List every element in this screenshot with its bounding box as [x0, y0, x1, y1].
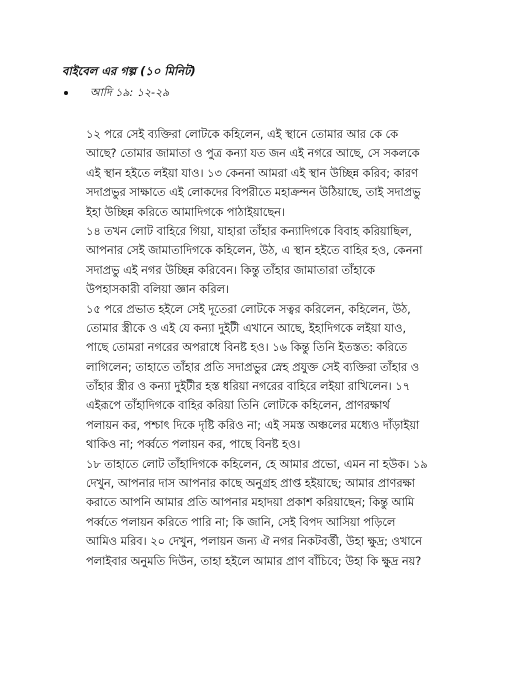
passage-line: থাকিও না; পর্ব্বতে পলায়ন কর, পাছে বিনষ্ট হও। — [86, 438, 301, 452]
passage-line: উপহাসকারী বলিয়া জ্ঞান করিল। — [86, 283, 230, 297]
passage-line: পর্ব্বতে পলায়ন করিতে পারি না; কি জানি, সেই বিপদ আসিয়া পড়িলে — [86, 515, 396, 529]
passage-line: এইরূপে তাঁহাদিগকে বাহির করিয়া তিনি লোটকে কহিলেন, প্রাণরক্ষার্থ — [86, 399, 390, 413]
scripture-reference: আদি ১৯: ১২-২৯ — [90, 86, 170, 99]
passage-line: ১৮ তাহাতে লোট তাঁহাদিগকে কহিলেন, হে আমার প্রভো, এমন না হউক। ১৯ — [86, 457, 428, 471]
passage-line: দেখুন, আপনার দাস আপনার কাছে অনুগ্রহ প্রাপ্ত হইয়াছে; আমার প্রাণরক্ষা — [86, 477, 415, 491]
reference-list-item — [64, 84, 169, 103]
section-heading: বাইবেল এর গল্প (১০ মিনিট) — [62, 64, 196, 78]
passage-line: আমিও মরিব। ২০ দেখুন, পলায়ন জন্য ঐ নগর নিকটবর্ত্তী, উহা ক্ষুদ্র; ওখানে — [86, 535, 422, 549]
passage-line: করাতে আপনি আমার প্রতি আপনার মহাদয়া প্রকাশ করিয়াছেন; কিন্তু আমি — [86, 496, 415, 510]
passage-line: এই স্থান হইতে লইয়া যাও। ১৩ কেননা আমরা এই স্থান উচ্ছিন্ন করিব; কারণ — [86, 166, 418, 180]
passage-line: আছে? তোমার জামাতা ও পুত্র কন্যা যত জন এই নগরে আছে, সে সকলকে — [86, 147, 420, 161]
passage-line: পলায়ন কর, পশ্চাৎ দিকে দৃষ্টি করিও না; এই সমস্ত অঞ্চলের মধ্যেও দাঁড়াইয়া — [86, 418, 420, 432]
bullet-icon — [64, 91, 68, 95]
passage-line: পাছে তোমরা নগরের অপরাধে বিনষ্ট হও। ১৬ কিন্তু তিনি ইতস্তত: করিতে — [86, 341, 407, 355]
scripture-passage — [86, 125, 482, 571]
passage-line: আপনার সেই জামাতাদিগকে কহিলেন, উঠ, এ স্থান হইতে বাহির হও, কেননা — [86, 244, 423, 258]
passage-line: লাগিলেন; তাহাতে তাঁহার প্রতি সদাপ্রভুর স্নেহ প্রযুক্ত সেই ব্যক্তিরা তাঁহার ও — [86, 360, 420, 374]
passage-line: ১৪ তখন লোট বাহিরে গিয়া, যাহারা তাঁহার কন্যাদিগকে বিবাহ করিয়াছিল, — [86, 224, 412, 238]
passage-line: সদাপ্রভুর সাক্ষাতে এই লোকদের বিপরীতে মহাক্রন্দন উঠিয়াছে, তাই সদাপ্রভু — [86, 186, 421, 200]
passage-line: ১২ পরে সেই ব্যক্তিরা লোটকে কহিলেন, এই স্থানে তোমার আর কে কে — [86, 128, 398, 141]
passage-line: সদাপ্রভু এই নগর উচ্ছিন্ন করিবেন। কিন্তু তাঁহার জামাতারা তাঁহাকে — [86, 263, 375, 277]
passage-line: তাঁহার স্ত্রীর ও কন্যা দুইটীর হস্ত ধরিয়া নগরের বাহিরে লইয়া রাখিলেন। ১৭ — [86, 380, 410, 394]
passage-line: ১৫ পরে প্রভাত হইলে সেই দূতেরা লোটকে সত্বর করিলেন, কহিলেন, উঠ, — [86, 302, 411, 316]
passage-line: পলাইবার অনুমতি দিউন, তাহা হইলে আমার প্রাণ বাঁচিবে; উহা কি ক্ষুদ্র নয়? — [86, 554, 422, 568]
passage-line: ইহা উচ্ছিন্ন করিতে আমাদিগকে পাঠাইয়াছেন। — [86, 205, 285, 219]
passage-line: তোমার স্ত্রীকে ও এই যে কন্যা দুইটী এখানে আছে, ইহাদিগকে লইয়া যাও, — [86, 321, 407, 335]
